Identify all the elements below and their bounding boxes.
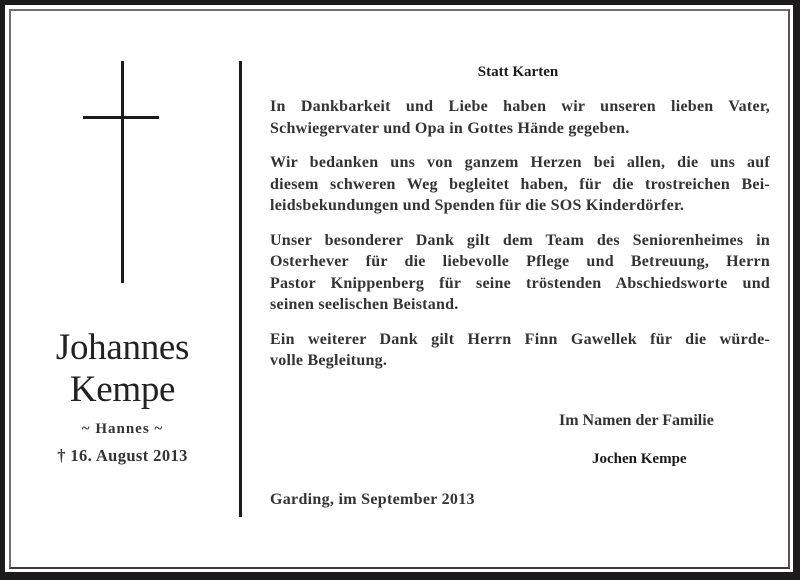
cross-horizontal-bar xyxy=(83,116,159,119)
paragraph-1 xyxy=(270,96,770,139)
deceased-first-name: Johannes xyxy=(55,327,190,368)
paragraph-line: Unser besonderer Dank gilt dem Team des Seniorenheimes in xyxy=(270,231,770,249)
paragraph-3 xyxy=(270,230,770,316)
deceased-last-name: Kempe xyxy=(69,369,176,410)
deceased-nickname: ~ Hannes ~ xyxy=(81,421,164,437)
deceased-block xyxy=(20,327,225,467)
paragraph-line: In Dankbarkeit und Liebe haben wir unseren lieben Vater, xyxy=(270,98,770,115)
family-line: Im Namen der Familie xyxy=(559,412,714,429)
notice-heading: Statt Karten xyxy=(477,64,559,80)
death-date: † 16. August 2013 xyxy=(57,446,188,465)
paragraph-line: seinen seelischen Beistand. xyxy=(270,296,459,313)
column-divider xyxy=(239,61,242,517)
paragraph-line: Osterhever für die liebevolle Pflege und Betreuung, Herrn xyxy=(270,253,770,270)
cross-vertical-bar xyxy=(121,61,124,283)
paragraph-line: Pastor Knippenberg für seine tröstenden Abschiedsworte und xyxy=(270,274,770,292)
paragraph-line: Wir bedanken uns von ganzem Herzen bei allen, die uns auf xyxy=(270,154,770,171)
message-block xyxy=(270,62,770,372)
paragraph-line: leidsbekundungen und Spenden für die SOS Kinderdörfer. xyxy=(270,197,685,214)
place-date: Garding, im September 2013 xyxy=(270,491,475,508)
signoff-block xyxy=(270,411,770,469)
signer-name: Jochen Kempe xyxy=(592,451,687,467)
paragraph-line: Ein weiterer Dank gilt Herrn Finn Gawellek für die würde- xyxy=(270,330,770,348)
paragraph-line: volle Begleitung. xyxy=(270,352,388,369)
paragraph-line: diesem schweren Weg begleitet haben, für die trostreichen Bei- xyxy=(270,175,770,193)
paragraph-4 xyxy=(270,329,770,372)
paragraph-2 xyxy=(270,152,770,217)
paragraph-line: Schwiegervater und Opa in Gottes Hände gegeben. xyxy=(270,119,630,137)
